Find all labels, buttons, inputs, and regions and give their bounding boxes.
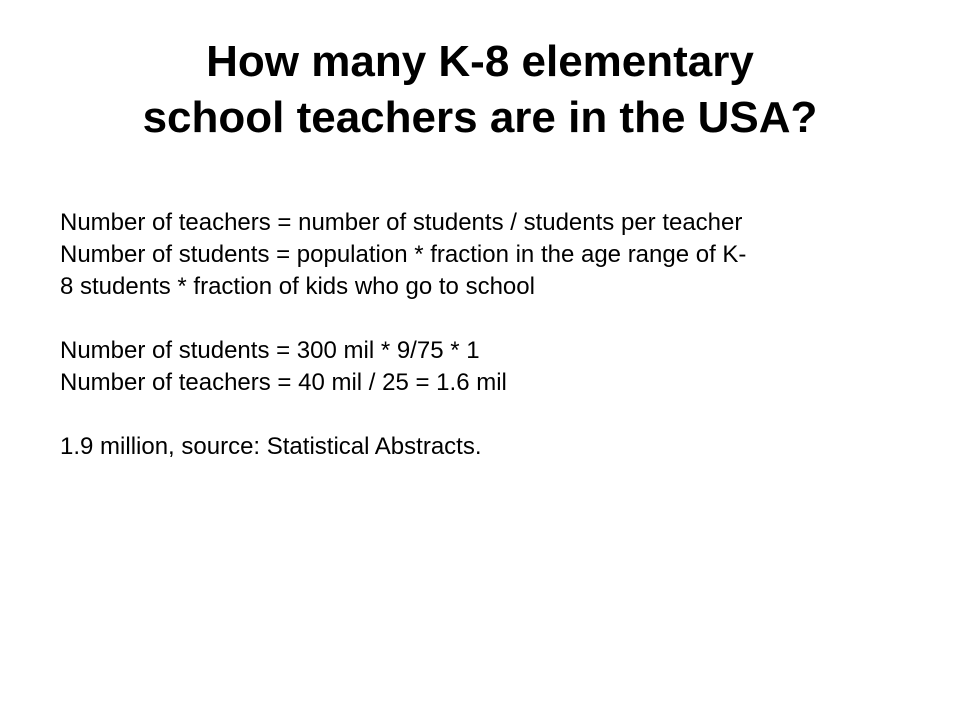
title-line-1: How many K-8 elementary (206, 37, 754, 86)
slide-body (60, 207, 910, 463)
spacer (60, 399, 910, 431)
slide-title (40, 34, 920, 146)
actual-source: 1.9 million, source: Statistical Abstracts. (60, 433, 482, 460)
title-line-2: school teachers are in the USA? (142, 93, 818, 142)
calc-students: Number of students = 300 mil * 9/75 * 1 (60, 337, 480, 364)
calc-teachers: Number of teachers = 40 mil / 25 = 1.6 mil (60, 369, 507, 396)
formula-students-part1: Number of students = population * fraction in the age range of K- (60, 241, 747, 268)
spacer (60, 303, 910, 335)
formula-teachers: Number of teachers = number of students / students per teacher (60, 209, 743, 236)
formula-students-part2: 8 students * fraction of kids who go to school (60, 273, 535, 300)
